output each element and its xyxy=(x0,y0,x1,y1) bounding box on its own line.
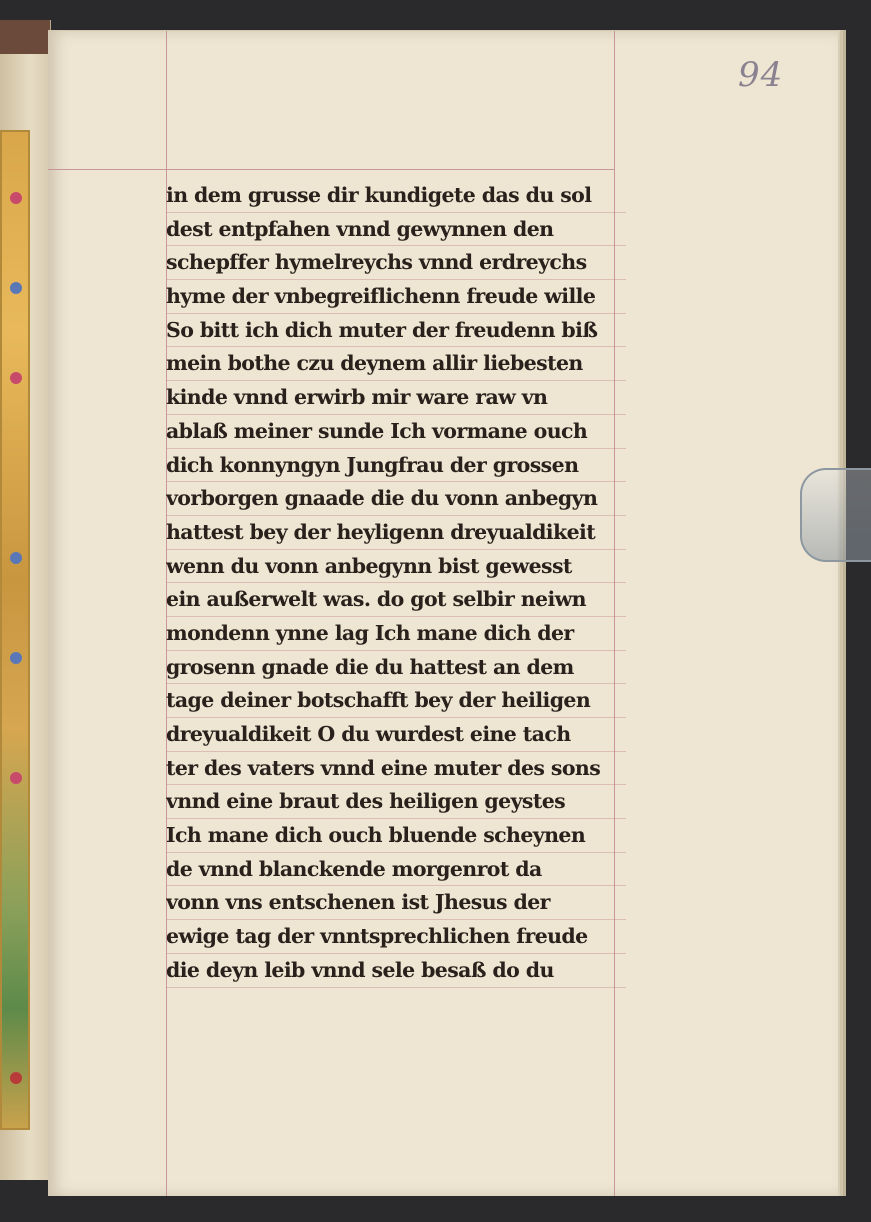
flower-ornament-icon xyxy=(10,552,22,564)
text-line: mondenn ynne lag Ich mane dich der xyxy=(166,617,626,651)
flower-ornament-icon xyxy=(10,372,22,384)
text-line: Ich mane dich ouch bluende scheynen xyxy=(166,819,626,853)
text-block xyxy=(166,179,626,988)
text-line: in dem grusse dir kundigete das du sol xyxy=(166,179,626,213)
text-line: hyme der vnbegreiflichenn freude wille xyxy=(166,280,626,314)
flower-ornament-icon xyxy=(10,1072,22,1084)
text-line: dest entpfahen vnnd gewynnen den xyxy=(166,213,626,247)
binding-edge xyxy=(0,20,50,54)
text-line: ewige tag der vnntsprechlichen freude xyxy=(166,920,626,954)
text-line: vnnd eine braut des heiligen geystes xyxy=(166,785,626,819)
text-line: ter des vaters vnnd eine muter des sons xyxy=(166,752,626,786)
text-line: So bitt ich dich muter der freudenn biß xyxy=(166,314,626,348)
text-line: die deyn leib vnnd sele besaß do du xyxy=(166,954,626,988)
text-line: wenn du vonn anbegynn bist gewesst xyxy=(166,550,626,584)
text-line: vorborgen gnaade die du vonn anbegyn xyxy=(166,482,626,516)
text-line: ein außerwelt was. do got selbir neiwn xyxy=(166,583,626,617)
facing-page-illuminated xyxy=(0,20,51,1180)
flower-ornament-icon xyxy=(10,652,22,664)
text-line: hattest bey der heyligenn dreyualdikeit xyxy=(166,516,626,550)
text-line: dreyualdikeit O du wurdest eine tach xyxy=(166,718,626,752)
top-ruling xyxy=(48,169,614,170)
text-line: de vnnd blanckende morgenrot da xyxy=(166,853,626,887)
page-clip-tab xyxy=(800,468,871,562)
manuscript-page xyxy=(48,30,838,1196)
text-line: mein bothe czu deynem allir liebesten xyxy=(166,347,626,381)
text-line: tage deiner botschafft bey der heiligen xyxy=(166,684,626,718)
flower-ornament-icon xyxy=(10,282,22,294)
text-line: kinde vnnd erwirb mir ware raw vn xyxy=(166,381,626,415)
folio-number: 94 xyxy=(738,55,784,95)
flower-ornament-icon xyxy=(10,192,22,204)
text-line: schepffer hymelreychs vnnd erdreychs xyxy=(166,246,626,280)
text-line: vonn vns entschenen ist Jhesus der xyxy=(166,886,626,920)
text-line: ablaß meiner sunde Ich vormane ouch xyxy=(166,415,626,449)
illuminated-border xyxy=(0,130,30,1130)
flower-ornament-icon xyxy=(10,772,22,784)
text-line: grosenn gnade die du hattest an dem xyxy=(166,651,626,685)
text-line: dich konnyngyn Jungfrau der grossen xyxy=(166,449,626,483)
